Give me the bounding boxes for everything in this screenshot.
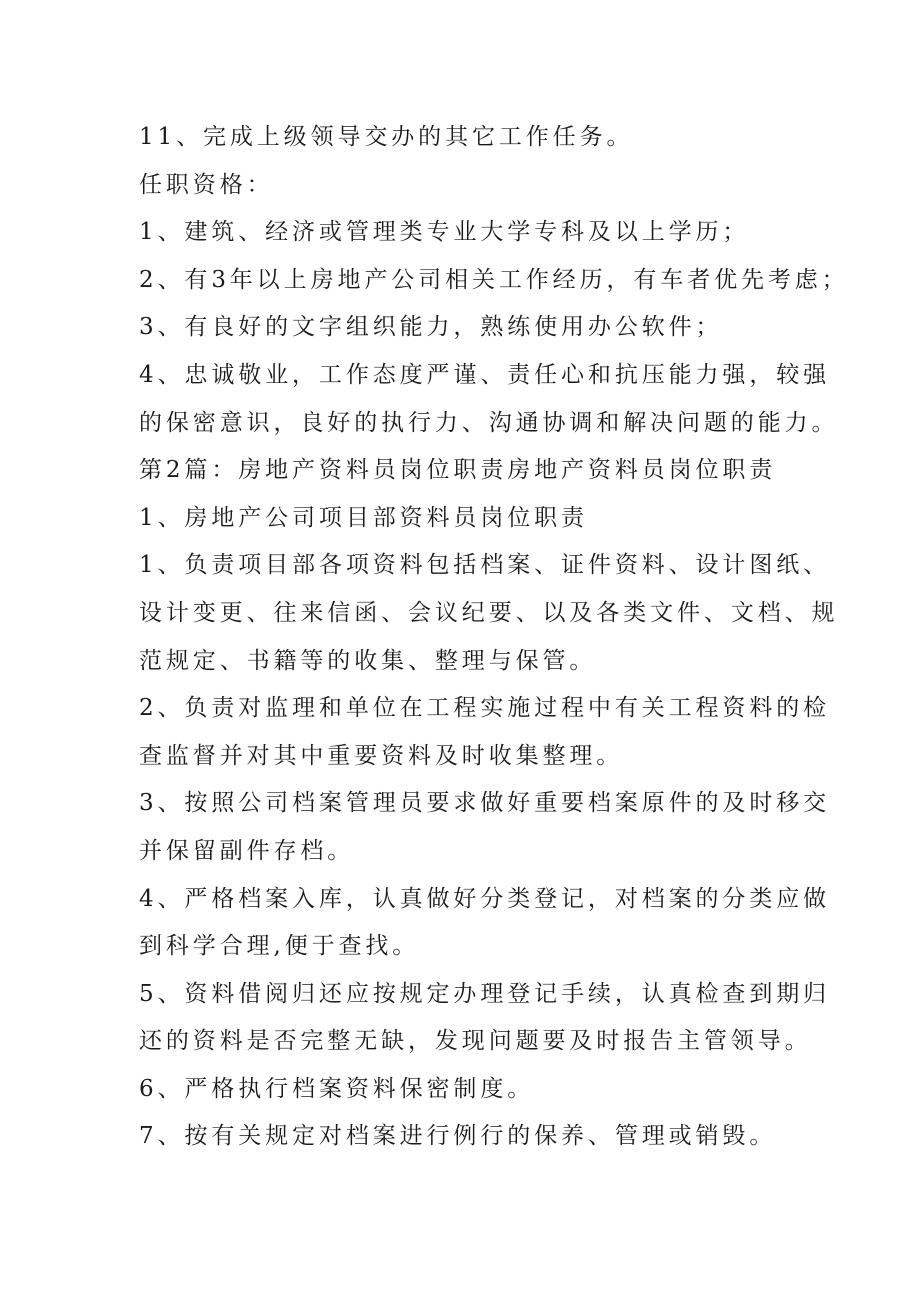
text-line: 7、按有关规定对档案进行例行的保养、管理或销毁。 [139, 1123, 777, 1150]
text-line: 的保密意识，良好的执行力、沟通协调和解决问题的能力。 [139, 409, 839, 436]
text-line: 11、完成上级领导交办的其它工作任务。 [139, 124, 634, 150]
text-line: 1、负责项目部各项资料包括档案、证件资料、设计图纸、 [139, 552, 831, 579]
section-heading: 第2篇：房地产资料员岗位职责房地产资料员岗位职责 [139, 457, 777, 484]
text-line: 3、有良好的文字组织能力，熟练使用办公软件； [139, 314, 723, 341]
text-line: 6、严格执行档案资料保密制度。 [139, 1075, 535, 1102]
text-line: 并保留副件存档。 [139, 837, 355, 864]
text-line: 2、有3年以上房地产公司相关工作经历，有车者优先考虑； [139, 266, 849, 293]
text-line: 5、资料借阅归还应按规定办理登记手续，认真检查到期归 [139, 980, 831, 1007]
text-line: 3、按照公司档案管理员要求做好重要档案原件的及时移交 [139, 790, 831, 817]
document-body [139, 114, 849, 1161]
text-line: 范规定、书籍等的收集、整理与保管。 [139, 647, 597, 674]
section-heading: 任职资格： [139, 171, 274, 198]
text-line: 设计变更、往来信函、会议纪要、以及各类文件、文档、规 [139, 599, 839, 626]
text-line: 4、忠诚敬业，工作态度严谨、责任心和抗压能力强，较强 [139, 361, 831, 388]
text-line: 还的资料是否完整无缺，发现问题要及时报告主管领导。 [139, 1028, 812, 1055]
text-line: 2、负责对监理和单位在工程实施过程中有关工程资料的检 [139, 695, 831, 722]
text-line: 到科学合理,便于查找。 [139, 933, 420, 960]
text-line: 查监督并对其中重要资料及时收集整理。 [139, 742, 624, 769]
section-heading: 1、房地产公司项目部资料员岗位职责 [139, 504, 588, 531]
text-line: 4、严格档案入库，认真做好分类登记，对档案的分类应做 [139, 885, 831, 912]
text-line: 1、建筑、经济或管理类专业大学专科及以上学历； [139, 219, 750, 246]
